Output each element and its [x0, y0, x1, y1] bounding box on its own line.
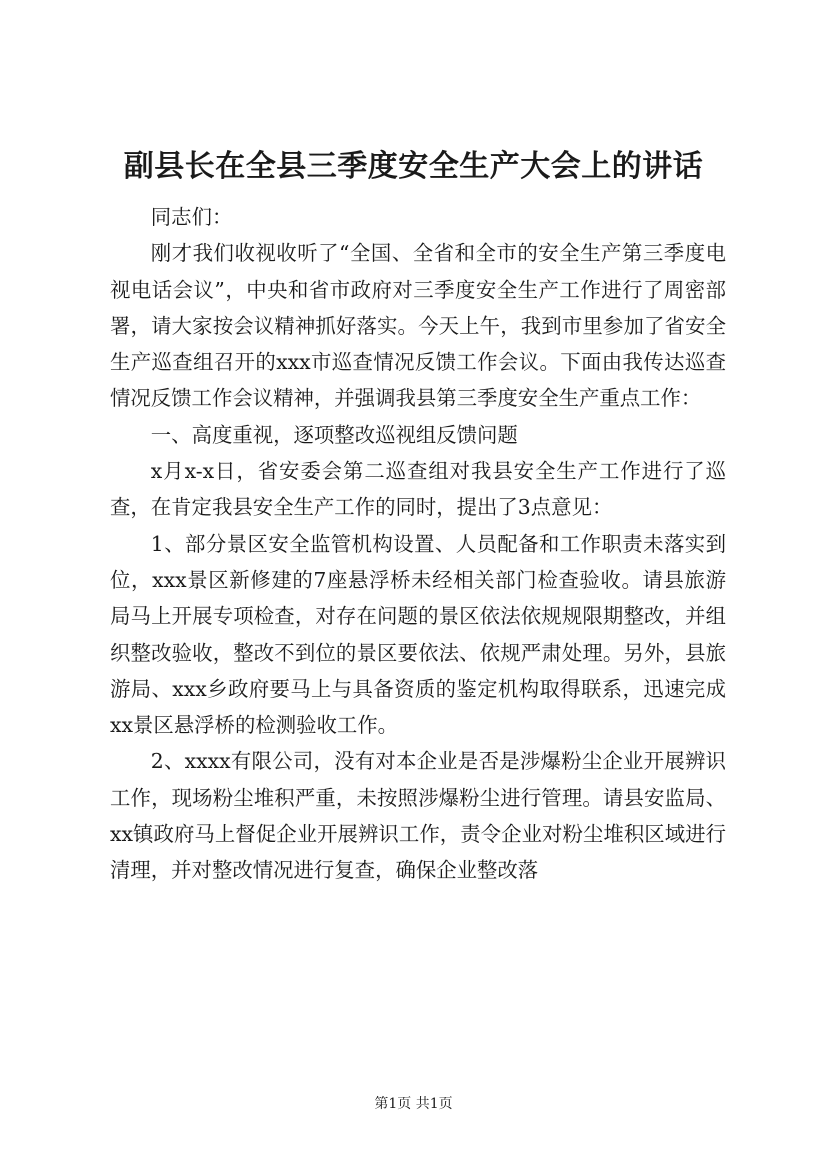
salutation-paragraph: 同志们： — [150, 205, 233, 229]
body-paragraph: 2、xxxx有限公司，没有对本企业是否是涉爆粉尘企业开展辨识工作，现场粉尘堆积严重，未按照涉爆粉尘进行管理。请县安监局、xx镇政府马上督促企业开展辨识工作，责令企业对粉尘堆积区域进行清理，并对整改情况进行复查，确保企业整改落 — [110, 749, 726, 883]
body-paragraph: 1、部分景区安全监管机构设置、人员配备和工作职责未落实到位，xxx景区新修建的7座悬浮桥未经相关部门检查验收。请县旅游局马上开展专项检查，对存在问题的景区依法依规规限期整改，并组织整改验收，整改不到位的景区要依法、依规严肃处理。另外，县旅游局、xxx乡政府要马上与具备资质的鉴定机构取得联系，迅速完成xx景区悬浮桥的检测验收工作。 — [110, 531, 726, 738]
body-paragraph: x月x-x日，省安委会第二巡查组对我县安全生产工作进行了巡查，在肯定我县安全生产工作的同时，提出了3点意见： — [110, 459, 726, 520]
document-title: 副县长在全县三季度安全生产大会上的讲话 — [123, 149, 704, 184]
page-number-footer: 第1页 共1页 — [374, 1096, 453, 1112]
section-heading: 一、高度重视，逐项整改巡视组反馈问题 — [150, 422, 518, 447]
body-paragraph: 刚才我们收视收听了“全国、全省和全市的安全生产第三季度电视电话会议”，中央和省市政府对三季度安全生产工作进行了周密部署，请大家按会议精神抓好落实。今天上午，我到市里参加了省安全生产巡查组召开的xxx市巡查情况反馈工作会议。下面由我传达巡查情况反馈工作会议精神，并强调我县第三季度安全生产重点工作： — [110, 241, 726, 411]
document-body — [110, 199, 726, 889]
